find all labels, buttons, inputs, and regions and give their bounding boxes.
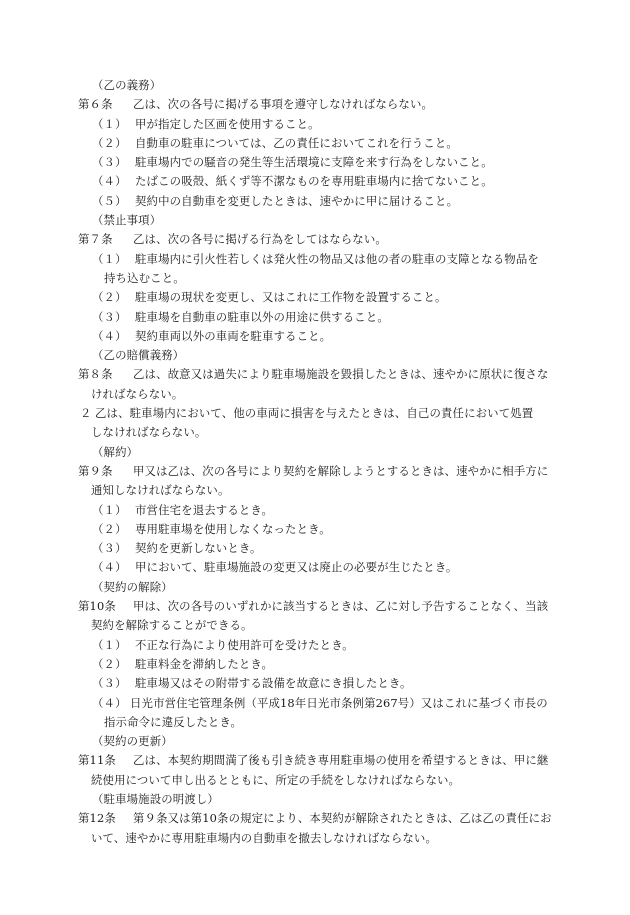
item-text: 駐車場内での騒音の発生等生活環境に支障を来す行為をしないこと。 [135,155,493,170]
section-heading [0,732,630,751]
article-text: 乙は、故意又は過失により駐車場施設を毀損したときは、速やかに原状に復さな [133,367,549,382]
item-number: （２） [92,521,127,536]
list-item [0,250,630,269]
item-text: 市営住宅を退去するとき。 [135,502,274,517]
list-item [0,655,630,674]
item-number: （１） [92,502,127,517]
article-line [0,597,630,616]
article-text: 通知しなければならない。 [91,483,230,498]
article-continuation [0,616,630,635]
document-page [0,76,630,848]
item-number: （３） [92,309,127,324]
list-item [0,636,630,655]
item-number: （４） [92,328,127,343]
article-continuation [0,829,630,848]
list-item [0,115,630,134]
item-number: （３） [92,155,127,170]
article-line [0,230,630,249]
item-text: 駐車場又はその附帯する設備を故意にき損したとき。 [135,676,412,691]
item-text: 駐車料金を滞納したとき。 [135,656,274,671]
item-text: 駐車場の現状を変更し、又はこれに工作物を設置すること。 [135,290,447,305]
item-text: 専用駐車場を使用しなくなったとき。 [135,521,331,536]
item-text: 甲が指定した区画を使用すること。 [135,116,320,131]
article-line [0,809,630,828]
paragraph-line [0,404,630,423]
article-text: 続使用について申し出るとともに、所定の手続をしなければならない。 [91,772,461,787]
article-line [0,365,630,384]
item-text: 駐車場を自動車の駐車以外の用途に供すること。 [135,309,389,324]
article-number: 第７条 [78,232,113,247]
list-item [0,694,630,713]
list-item [0,172,630,191]
item-text: 契約車両以外の車両を駐車すること。 [135,328,332,343]
item-number: （３） [92,541,127,556]
list-item [0,308,630,327]
paragraph-text: 乙は、駐車場内において、他の車両に損害を与えたときは、自己の責任において処置 [95,406,534,421]
section-heading [0,578,630,597]
article-continuation [0,771,630,790]
article-text: 乙は、次の各号に掲げる行為をしてはならない。 [133,232,387,247]
list-item [0,134,630,153]
heading-text: （駐車場施設の明渡し） [92,791,219,806]
item-number: （２） [92,656,127,671]
item-number: （１） [92,116,127,131]
article-line [0,95,630,114]
item-text: 契約を更新しないとき。 [135,541,262,556]
article-line [0,462,630,481]
item-number: （２） [92,135,127,150]
list-item-continuation [0,269,630,288]
heading-text: （契約の更新） [92,734,173,749]
item-text: 不正な行為により使用許可を受けたとき。 [135,637,354,652]
item-number: （４） [92,174,127,189]
item-text: 自動車の駐車については、乙の責任においてこれを行うこと。 [135,135,458,150]
item-number: （１） [92,637,127,652]
article-continuation [0,385,630,404]
list-item [0,192,630,211]
paragraph-continuation [0,423,630,442]
item-text: 日光市営住宅管理条例（平成18年日光市条例第267号）又はこれに基づく市長の [130,695,548,710]
article-text: 乙は、本契約期間満了後も引き続き専用駐車場の使用を希望するときは、甲に継 [133,753,549,768]
item-text: 指示命令に違反したとき。 [104,714,243,729]
list-item [0,539,630,558]
heading-text: （乙の賠償義務） [92,348,185,363]
paragraph-text: しなければならない。 [91,425,207,440]
article-continuation [0,481,630,500]
section-heading [0,443,630,462]
section-heading [0,790,630,809]
list-item [0,674,630,693]
article-text: いて、速やかに専用駐車場内の自動車を撤去しなければならない。 [91,830,437,845]
article-number: 第８条 [78,367,113,382]
article-number: 第９条 [78,463,113,478]
list-item [0,558,630,577]
item-number: （２） [92,290,127,305]
heading-text: （契約の解除） [92,579,173,594]
item-text: 甲において、駐車場施設の変更又は廃止の必要が生じたとき。 [135,560,458,575]
list-item [0,153,630,172]
item-text: 駐車場内に引火性若しくは発火性の物品又は他の者の駐車の支障となる物品を [135,251,539,266]
item-text: 持ち込むこと。 [104,270,185,285]
list-item [0,288,630,307]
section-heading [0,211,630,230]
paragraph-number: ２ [80,406,92,421]
article-number: 第６条 [78,97,113,112]
list-item-continuation [0,713,630,732]
item-text: 契約中の自動車を変更したときは、速やかに甲に届けること。 [135,193,459,208]
item-number: （４） [92,695,127,710]
article-number: 第12条 [78,811,116,826]
list-item [0,501,630,520]
list-item [0,327,630,346]
article-text: 第９条又は第10条の規定により、本契約が解除されたときは、乙は乙の責任にお [133,811,552,826]
article-text: 契約を解除することができる。 [91,618,253,633]
section-heading [0,346,630,365]
item-text: たばこの吸殻、紙くず等不潔なものを専用駐車場内に捨てないこと。 [135,174,493,189]
article-text: 乙は、次の各号に掲げる事項を遵守しなければならない。 [133,97,434,112]
list-item [0,520,630,539]
article-number: 第10条 [78,599,116,614]
heading-text: （解約） [92,444,139,459]
article-text: 甲又は乙は、次の各号により契約を解除しようとするときは、速やかに相手方に [133,463,549,478]
heading-text: （禁止事項） [92,213,162,228]
heading-text: （乙の義務） [92,78,162,92]
item-number: （３） [92,676,127,691]
item-number: （１） [92,251,127,266]
article-line [0,751,630,770]
article-text: 甲は、次の各号のいずれかに該当するときは、乙に対し予告することなく、当該 [133,599,549,614]
item-number: （４） [92,560,127,575]
article-text: ければならない。 [91,386,184,401]
item-number: （５） [92,193,127,208]
article-number: 第11条 [78,753,116,768]
section-heading [0,76,630,95]
